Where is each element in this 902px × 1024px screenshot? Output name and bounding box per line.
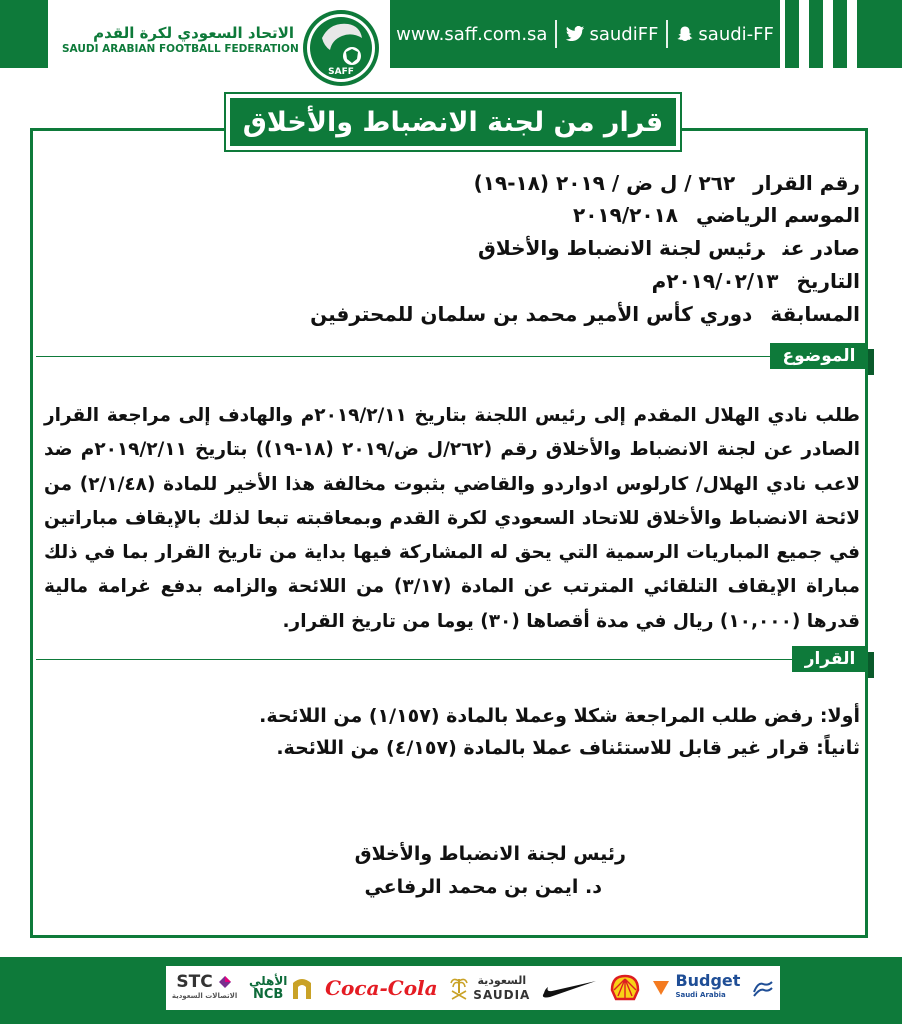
info-label: التاريخ [796, 269, 860, 293]
info-label: صادر عن [782, 236, 860, 260]
budget-icon [651, 979, 671, 997]
website-link[interactable]: www.saff.com.sa [396, 23, 548, 45]
nike-swoosh-icon [542, 977, 598, 999]
header-stripes [785, 0, 902, 68]
divider [555, 20, 557, 48]
ncb-arabic: الأهلي [248, 974, 288, 988]
info-label: الموسم الرياضي [695, 203, 860, 227]
page-title: قرار من لجنة الانضباط والأخلاق [230, 98, 676, 146]
info-value: دوري كأس الأمير محمد بن سلمان للمحترفين [310, 302, 753, 326]
subject-tag: الموضوع [770, 343, 868, 369]
federation-name [62, 24, 299, 56]
twitter-icon [565, 26, 585, 43]
stc-icon [217, 974, 233, 990]
sponsor-shell [610, 974, 640, 1002]
sponsor-emblem-icon [752, 978, 774, 998]
info-decision-number [474, 166, 860, 200]
sponsor-stc [172, 974, 237, 1002]
twitter-link[interactable] [565, 24, 658, 45]
info-value: رئيس لجنة الانضباط والأخلاق [478, 236, 765, 260]
snapchat-link[interactable] [676, 24, 773, 45]
subject-text: طلب نادي الهلال المقدم إلى رئيس اللجنة بتاريخ ٢٠١٩/٢/١١م والهادف إلى مراجعة القرار الصادر عن لجنة الانضباط والأخلاق رقم (٢٦٢/ل ض/٢٠١٩ (١٨-١٩)) بتاريخ ٢٠١٩/٢/١١م ضد لاعب نادي الهلال/ كارلوس ادواردو والقاضي بثبوت مخالفة هذا الأخير للمادة (٢/١/٤٨) من لائحة الانضباط والأخلاق للاتحاد السعودي لكرة القدم وبمعاقبته تبعا لذلك بالإيقاف مباراتين في جميع المباريات الرسمية التي يحق له المشاركة فيها بداية من تاريخ القرار بما في ذلك مباراة الإيقاف التلقائي المترتب عن المادة (٣/١٧) من اللائحة والزامه بدفع غرامة مالية قدرها (١٠,٠٠٠) ريال في مدة أقصاها (٣٠) يوما من تاريخ القرار. [44, 405, 861, 632]
signature-name: د. ايمن بن محمد الرفاعي [364, 876, 602, 898]
info-value: ٢٦٢ / ل ض / ٢٠١٩ (١٨-١٩) [473, 171, 736, 195]
saudia-arabic: السعودية [477, 974, 527, 987]
twitter-handle: saudiFF [589, 23, 659, 45]
info-competition [310, 297, 860, 331]
sponsors-strip [166, 966, 780, 1010]
budget-wordmark: Budget [675, 971, 741, 990]
snapchat-icon [676, 25, 694, 43]
info-date [652, 264, 860, 298]
title-box [224, 92, 682, 152]
decision-item-2: ثانياً: قرار غير قابل للاستئناف عملا بالمادة (٤/١٥٧) من اللائحة. [276, 737, 860, 759]
info-issued-by [478, 231, 860, 265]
info-value: ٢٠١٩/٢٠١٨ [573, 203, 678, 227]
info-value: ٢٠١٩/٠٢/١٣م [651, 269, 779, 293]
ncb-icon [291, 975, 313, 1001]
signature-title: رئيس لجنة الانضباط والأخلاق [354, 843, 626, 865]
info-season [573, 198, 860, 232]
sponsor-nike [542, 977, 598, 999]
info-label: المسابقة [770, 302, 860, 326]
saudia-wordmark: SAUDIA [473, 988, 531, 1002]
sponsor-ncb [249, 974, 313, 1002]
info-label: رقم القرار [753, 171, 860, 195]
decision-item-1: أولا: رفض طلب المراجعة شكلا وعملا بالمادة (١/١٥٧) من اللائحة. [259, 705, 860, 727]
logo-text: SAFF [328, 67, 354, 77]
snapchat-handle: saudi-FF [698, 23, 774, 45]
social-bar [390, 0, 780, 68]
decision-rule [36, 659, 868, 660]
shell-icon [610, 974, 640, 1002]
stc-wordmark: STC [176, 972, 213, 992]
sponsor-extra [752, 978, 774, 998]
sponsor-cocacola [325, 976, 438, 1000]
budget-subtitle: Saudi Arabia [675, 991, 726, 999]
decision-tag: القرار [792, 646, 868, 672]
subject-rule [36, 356, 868, 357]
federation-name-arabic: الاتحاد السعودي لكرة القدم [93, 24, 294, 42]
header-left-bar [0, 0, 48, 68]
divider [666, 20, 668, 48]
sponsor-saudia [449, 974, 530, 1002]
stc-subtitle: الاتصالات السعودية [171, 992, 238, 1000]
federation-name-english: SAUDI ARABIAN FOOTBALL FEDERATION [62, 43, 299, 55]
sponsor-budget [651, 971, 741, 1002]
ncb-wordmark: NCB [252, 987, 284, 1002]
palm-swords-icon [449, 975, 469, 1001]
saff-logo [300, 8, 382, 88]
cocacola-wordmark: Coca-Cola [325, 976, 438, 1000]
